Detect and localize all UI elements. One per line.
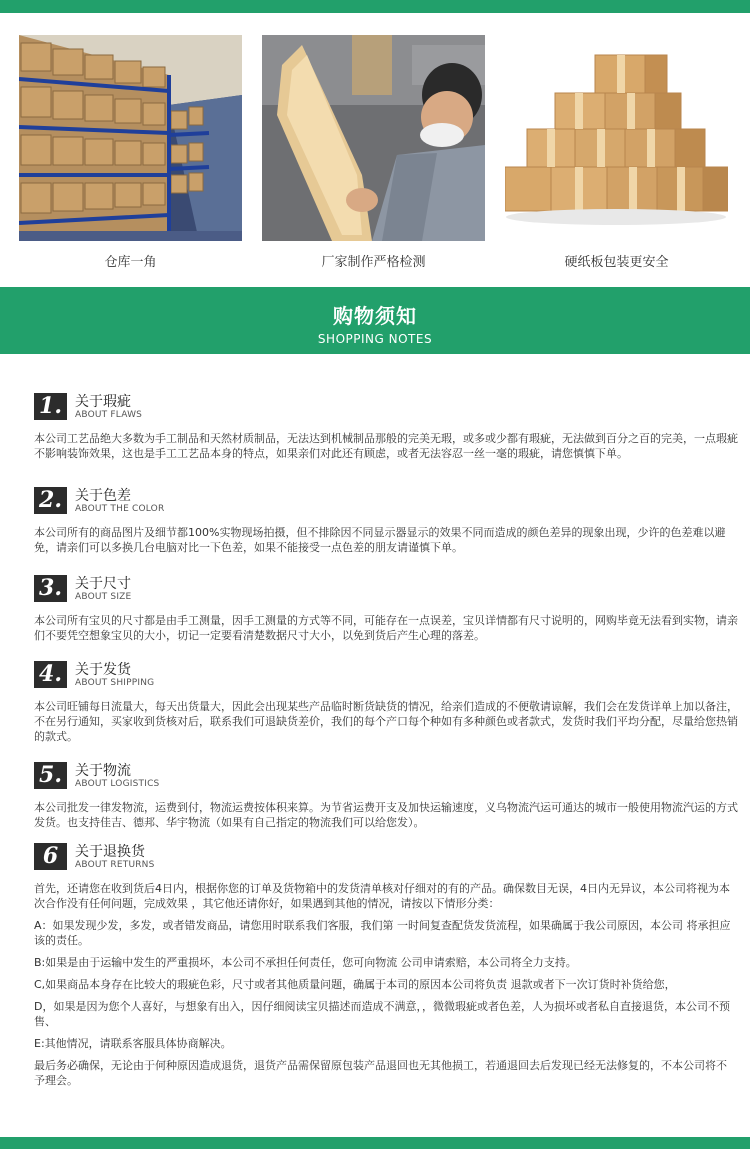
section-subtitle: ABOUT RETURNS — [75, 860, 155, 870]
section-subtitle: ABOUT SHIPPING — [75, 678, 155, 688]
section-title: 关于色差 — [75, 488, 131, 504]
returns-paragraph: 首先，还请您在收到货后4日内，根据你您的订单及货物箱中的发货清单核对仔细对的有的产品。确保数目无误，4日内无异议，本公司将视为本次合作没有任何问题，完成效果 ，其它他还请你好，如果遇到其他的情况，请按以下情形分类： — [34, 882, 730, 910]
cardboard-boxes-image — [505, 35, 728, 241]
returns-paragraph: D，如果是因为您个人喜好，与想象有出入，因仔细阅读宝贝描述而造成不满意，，微微瑕疵或者色差，人为损坏或者私自直接退货，本公司不预售、 — [34, 1000, 730, 1028]
photo-caption: 硬纸板包装更安全 — [564, 255, 669, 270]
section-title: 关于尺寸 — [75, 576, 131, 592]
section-subtitle: ABOUT THE COLOR — [75, 504, 165, 514]
section-subtitle: ABOUT LOGISTICS — [75, 779, 160, 789]
banner-subtitle: SHOPPING NOTES — [317, 332, 433, 346]
worker-inspection-image — [262, 35, 485, 241]
returns-paragraph: C,如果商品本身存在比较大的瑕疵色彩，尺寸或者其他质量问题，确属于本司的原因本公司将负责 退款或者下一次订货时补货给您， — [34, 978, 676, 991]
warehouse-shelves-image — [19, 35, 242, 241]
section-body: 本公司所有宝贝的尺寸都是由手工测量，因手工测量的方式等不同，可能存在一点误差，宝贝详情都有尺寸说明的，网购毕竟无法看到实物，请亲们不要凭空想象宝贝的大小，切记一定要看清楚数据尺寸大小，以免到货后产生心理的落差。 — [34, 614, 738, 642]
section-number: 4. — [34, 661, 67, 688]
section-subtitle: ABOUT SIZE — [75, 592, 132, 602]
section-title: 关于退换货 — [75, 844, 145, 860]
section-body: 本公司工艺品绝大多数为手工制品和天然材质制品，无法达到机械制品那般的完美无瑕，或多或少都有瑕疵，无法做到百分之百的完美，一点瑕疵不影响装饰效果，这也是手工工艺品本身的特点，如果亲们对此还有顾虑，或者无法容忍一丝一毫的瑕疵，请您慎慎下单。 — [34, 432, 738, 460]
top-green-strip — [0, 0, 750, 13]
section-number: 5. — [34, 762, 67, 789]
photo-caption: 厂家制作严格检测 — [321, 255, 426, 270]
section-title: 关于瑕疵 — [75, 394, 131, 410]
section-number: 2. — [34, 487, 67, 514]
returns-paragraph: A：如果发现少发，多发，或者错发商品，请您用时联系我们客服，我们第 一时间复查配货发货流程，如果确属于我公司原因，本公司 将承担应该的责任。 — [34, 919, 731, 947]
returns-body — [34, 881, 736, 1095]
section-title: 关于物流 — [75, 763, 131, 779]
section-number: 6 — [34, 843, 67, 870]
section-body: 本公司批发一律发物流，运费到付，物流运费按体积来算。为节省运费开支及加快运输速度，义乌物流汽运可通达的城市一般使用物流汽运的方式发货。也支持佳吉、德邦、华宇物流（如果有自己指定的物流我们可以给您发）。 — [34, 801, 738, 829]
banner-title: 购物须知 — [333, 304, 417, 328]
section-body: 本公司旺铺每日流量大，每天出货量大，因此会出现某些产品临时断货缺货的情况，给亲们造成的不便敬请谅解，我们会在发货详单上加以备注，不在另行通知，买家收到货核对后，联系我们可退缺货差价，我们的每个产口每个种如有多种颜色或者款式，发货时我们平均分配，尽量给您热销的款式。 — [34, 700, 738, 743]
section-title: 关于发货 — [75, 662, 131, 678]
returns-paragraph: E:其他情况，请联系客服具体协商解决。 — [34, 1037, 232, 1050]
shopping-notes-banner — [0, 287, 750, 354]
bottom-green-strip — [0, 1137, 750, 1149]
section-subtitle: ABOUT FLAWS — [75, 410, 143, 420]
returns-paragraph: B:如果是由于运输中发生的严重损坏，本公司不承担任何责任，您可向物流 公司申请索赔，本公司将全力支持。 — [34, 956, 577, 969]
section-number: 1. — [34, 393, 67, 420]
photo-caption: 仓库一角 — [104, 255, 157, 270]
section-body: 本公司所有的商品图片及细节都100%实物现场拍摄，但不排除因不同显示器显示的效果不同而造成的颜色差异的现象出现，少许的色差难以避免，请亲们可以多换几台电脑对比一下色差，如果不能接受一点色差的朋友请谨慎下单。 — [34, 526, 726, 554]
returns-paragraph: 最后务必确保，无论由于何种原因造成退货，退货产品需保留原包装产品退回也无其他损工，若通退回去后发现已经无法修复的，不本公司将不予理会。 — [34, 1059, 727, 1087]
section-number: 3. — [34, 575, 67, 602]
